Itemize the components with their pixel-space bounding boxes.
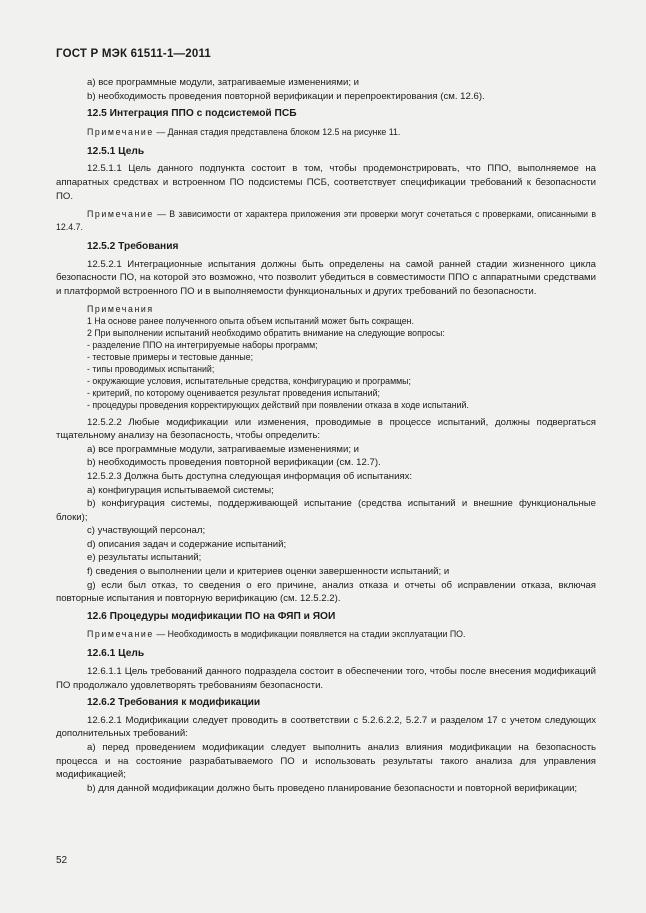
list-item: a) все программные модули, затрагиваемые изменениями; и [87,77,360,88]
note [56,628,596,641]
list-item: b) конфигурация системы, поддерживающей испытание (средства испытаний и внешние функциональные блоки); [56,498,596,523]
list-item: g) если был отказ, то сведения о его причине, анализ отказа и отчеты об исправлении отказа, включая повторные испытания и повторную верификацию (см. 12.5.2.2). [56,579,596,605]
list-item: a) все программные модули, затрагиваемые изменениями; и [87,443,360,455]
page-number: 52 [56,855,68,866]
note-item: - разделение ППО на интегрируемые наборы программ; [87,339,318,350]
paragraph: 12.5.2.1 Интеграционные испытания должны быть определены на самой ранней стадии жизненного цикла безопасности ПО, на которой это возможно, что позволит убедиться в совместимости ППО с аппаратными средствами и платформой встроенного ПО и в выполняемости функциональных и других требований по безопасности. [56,258,596,297]
section-heading: 12.5.2 Требования [87,241,179,253]
note-item: 2 При выполнении испытаний необходимо обратить внимание на следующие вопросы: [87,327,445,338]
notes-heading: Примечания [87,303,154,314]
paragraph: 12.5.1.1 Цель данного подпункта состоит в том, чтобы продемонстрировать, что ППО, выполняемое на аппаратных средствах и встроенном ПО подсистемы ПСБ, соответствует спецификации требований к безопасности ПО. [56,163,596,202]
note [56,208,596,234]
note-item: - типы проводимых испытаний; [87,363,215,374]
document-body [56,76,596,795]
note-text: — Данная стадия представлена блоком 12.5 на рисунке 11. [153,126,401,137]
list-item: e) результаты испытаний; [87,552,202,564]
list-item: a) перед проведением модификации следует выполнить анализ влияния модификации на безопасность процесса и на состояние разрабатываемого ПО и использовать результаты такого анализа для управления модификацией; [56,742,596,781]
list-item: b) необходимость проведения повторной верификации и перепроектирования (см. 12.6). [87,90,485,102]
section-heading: 12.5 Интеграция ППО с подсистемой ПСБ [87,108,297,120]
section-heading: 12.6 Процедуры модификации ПО на ФЯП и ЯОИ [87,610,336,622]
note-label: Примечание [87,126,154,137]
note-item: - критерий, по которому оценивается результат проведения испытаний; [87,387,380,398]
note-item: 1 На основе ранее полученного опыта объем испытаний может быть сокращен. [87,315,414,326]
section-heading: 12.6.1 Цель [87,648,145,660]
list-item: a) конфигурация испытываемой системы; [87,484,274,496]
list-item: d) описания задач и содержание испытаний; [87,538,287,550]
note-label: Примечание [87,629,154,640]
list-item: 12.5.2.3 Должна быть доступна следующая информация об испытаниях: [87,470,413,482]
paragraph: 12.5.2.2 Любые модификации или изменения, проводимые в процессе испытаний, должны подвергаться тщательному анализу на безопасность, чтобы определить: [56,416,596,442]
note [56,126,596,139]
list-item: b) необходимость проведения повторной верификации (см. 12.7). [87,457,381,469]
paragraph: 12.6.1.1 Цель требований данного подраздела состоит в обеспечении того, чтобы после внесения модификаций ПО продолжало удовлетворять требованиям безопасности. [56,666,596,691]
paragraph: 12.6.2.1 Модификации следует проводить в соответствии с 5.2.6.2.2, 5.2.7 и разделом 17 с учетом следующих дополнительных требований: [56,714,596,740]
list-item: c) участвующий персонал; [87,525,206,537]
notes-list [56,303,596,411]
note-item: - процедуры проведения корректирующих действий при появлении отказа в ходе испытаний. [87,399,469,410]
list-item: f) сведения о выполнении цели и критериев оценки завершенности испытаний; и [87,566,450,578]
list-item: b) для данной модификации должно быть проведено планирование безопасности и повторной верификации; [87,782,578,794]
section-heading: 12.6.2 Требования к модификации [87,697,261,709]
section-heading: 12.5.1 Цель [87,145,145,157]
note-text: — Необходимость в модификации появляется на стадии эксплуатации ПО. [153,629,466,640]
note-item: - тестовые примеры и тестовые данные; [87,351,254,362]
note-text: — В зависимости от характера приложения эти проверки могут сочетаться с проверками, описанными в 12.4.7. [56,209,596,233]
note-label: Примечание [87,209,154,220]
document-header: ГОСТ Р МЭК 61511-1—2011 [56,48,212,60]
note-item: - окружающие условия, испытательные средства, конфигурацию и программы; [87,375,411,386]
